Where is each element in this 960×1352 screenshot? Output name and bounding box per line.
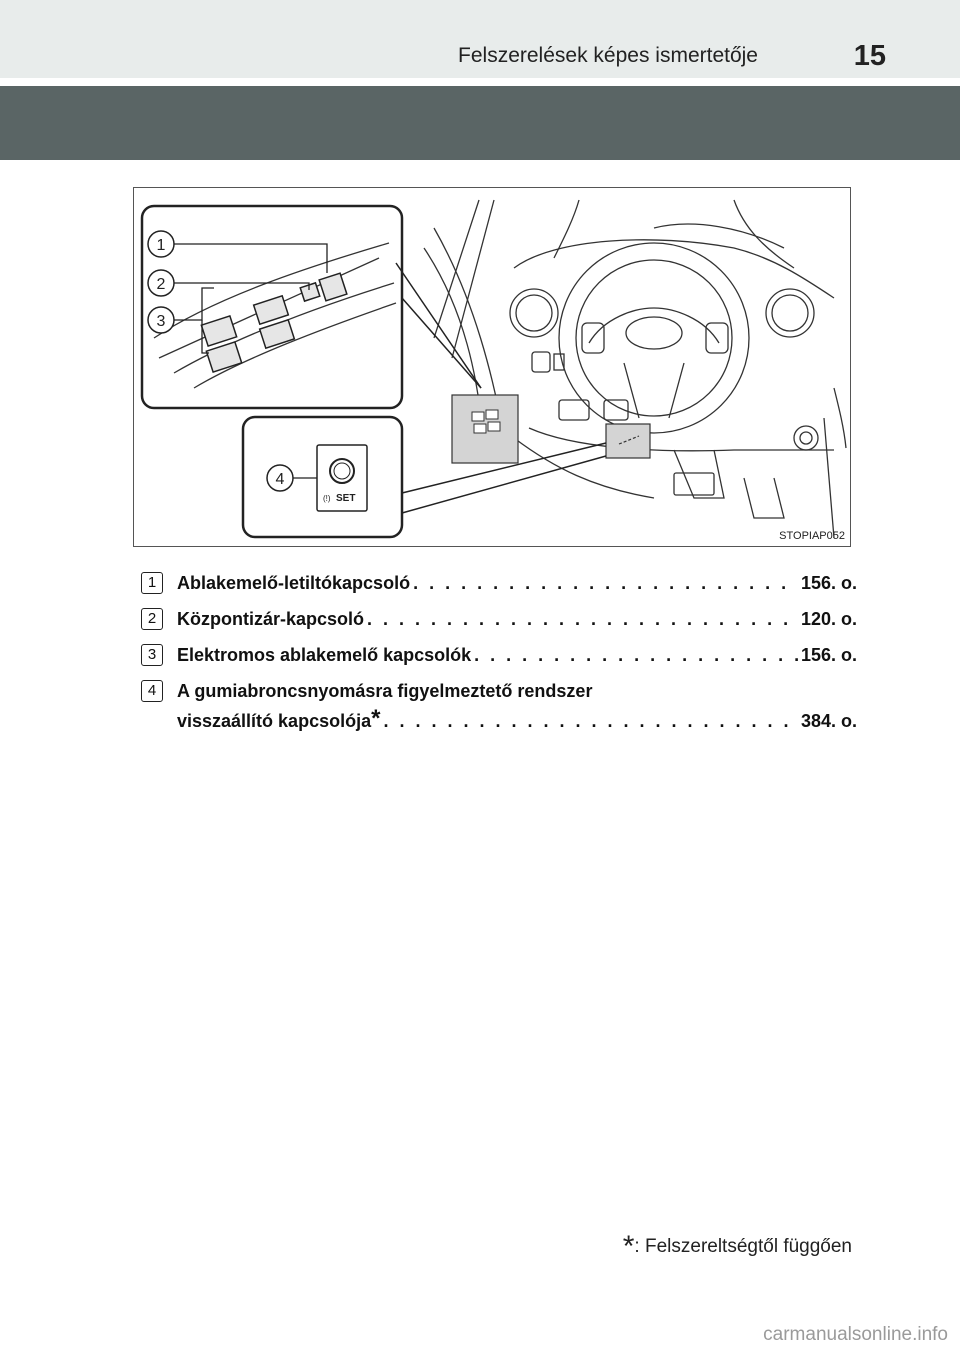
- optional-marker: *: [371, 705, 381, 732]
- svg-text:1: 1: [156, 237, 166, 254]
- svg-text:(!): (!): [323, 494, 331, 503]
- list-item: [141, 644, 857, 666]
- header-band: [0, 86, 960, 160]
- item-label-line2: visszaállító kapcsolója: [177, 711, 372, 731]
- leader-dots: [413, 572, 798, 594]
- svg-text:3: 3: [156, 313, 166, 330]
- leader-dots: [383, 710, 798, 732]
- callout-2: [148, 270, 174, 296]
- item-label-line1: A gumiabroncsnyomásra figyelmeztető rendszer: [177, 681, 593, 701]
- svg-text:4: 4: [275, 471, 285, 488]
- list-item: [141, 608, 857, 630]
- footnote: [622, 1230, 852, 1270]
- item-label: Ablakemelő-letiltókapcsoló: [177, 573, 411, 593]
- leader-dots: [474, 644, 798, 666]
- footnote-marker: *: [622, 1230, 635, 1263]
- dashboard-drawing: [134, 188, 850, 546]
- item-number-badge: 4: [141, 680, 163, 702]
- item-number-badge: 1: [141, 572, 163, 594]
- page-reference: 156. o.: [800, 573, 857, 593]
- page-reference: 384. o.: [800, 711, 857, 731]
- set-label: SET: [336, 493, 356, 504]
- item-label: Elektromos ablakemelő kapcsolók: [177, 645, 472, 665]
- item-label: Központizár-kapcsoló: [177, 609, 365, 629]
- page-reference: 120. o.: [800, 609, 857, 629]
- item-number-badge: 3: [141, 644, 163, 666]
- figure-id: STOPIAP052: [779, 530, 845, 542]
- item-number-badge: 2: [141, 608, 163, 630]
- leader-dots: [367, 608, 798, 630]
- list-item: [141, 572, 857, 594]
- section-title: Felszerelések képes ismertetője: [458, 44, 758, 67]
- dashboard-illustration: [133, 187, 851, 547]
- callout-1: [148, 231, 174, 257]
- footnote-text: : Felszereltségtől függően: [634, 1236, 852, 1257]
- page-number: 15: [853, 40, 886, 72]
- watermark: carmanualsonline.info: [763, 1324, 948, 1345]
- list-item: [141, 680, 857, 732]
- callout-4: [267, 465, 293, 491]
- callout-3: [148, 307, 174, 333]
- svg-text:2: 2: [156, 276, 166, 293]
- page-reference: 156. o.: [800, 645, 857, 665]
